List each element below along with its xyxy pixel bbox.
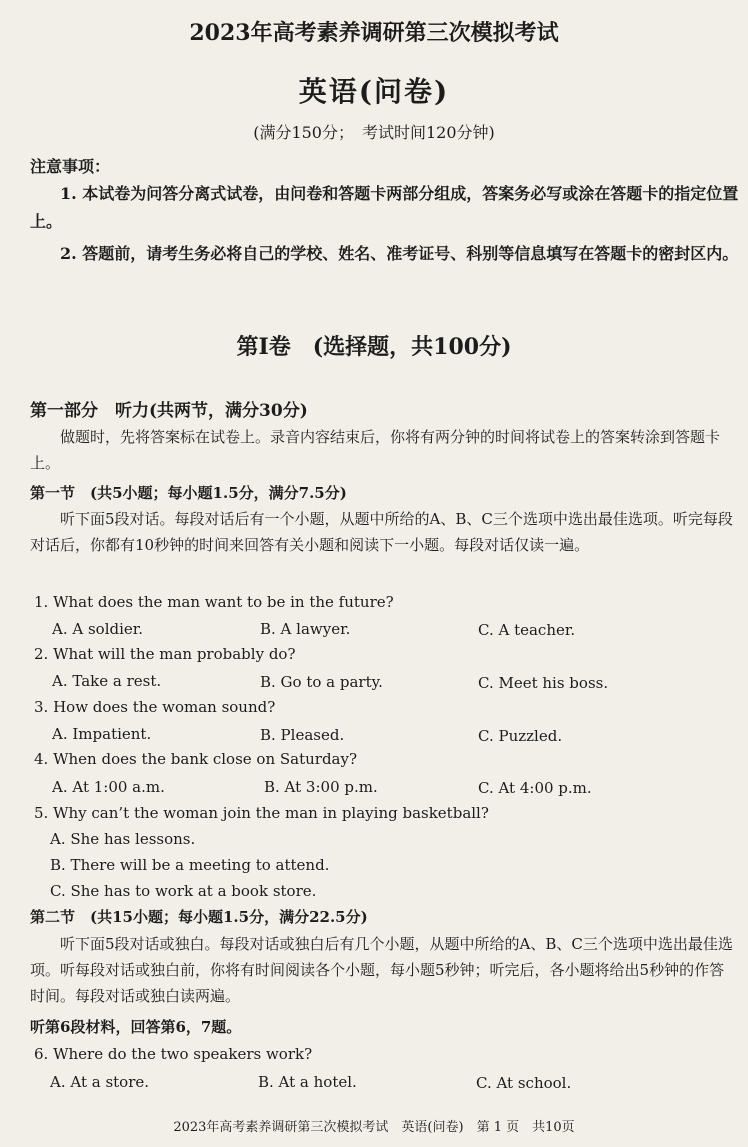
question-1-option-c: C. A teacher. [478, 621, 576, 639]
note-item-1: 1. 本试卷为问答分离式试卷，由问卷和答题卡两部分组成，答案务必写或涂在答题卡的指定位置上。 [30, 184, 739, 231]
section1-heading: 第一节 (共5小题；每小题1.5分，满分7.5分) [30, 484, 347, 502]
question-3-stem: 3. How does the woman sound? [34, 698, 276, 716]
question-4-option-b: B. At 3:00 p.m. [264, 778, 378, 796]
question-5-stem: 5. Why can’t the woman join the man in playing basketball? [34, 804, 489, 822]
notes-heading: 注意事项： [30, 157, 111, 176]
question-3-option-a: A. Impatient. [52, 725, 152, 743]
question-4-stem: 4. When does the bank close on Saturday? [34, 750, 358, 768]
question-6-stem: 6. Where do the two speakers work? [34, 1045, 313, 1063]
question-2-option-a: A. Take a rest. [52, 672, 162, 690]
question-2-stem: 2. What will the man probably do? [34, 645, 296, 663]
section1-instruction: 听下面5段对话。每段对话后有一个小题，从题中所给的A、B、C三个选项中选出最佳选项。听完每段对话后，你都有10秒钟的时间来回答有关小题和阅读下一小题。每段对话仅读一遍。 [30, 510, 733, 554]
question-4-option-a: A. At 1:00 a.m. [52, 778, 165, 796]
part1-instruction: 做题时，先将答案标在试卷上。录音内容结束后，你将有两分钟的时间将试卷上的答案转涂到答题卡上。 [30, 428, 721, 472]
question-6-option-b: B. At a hotel. [258, 1073, 357, 1091]
question-2-option-c: C. Meet his boss. [478, 674, 609, 692]
note-item-2: 2. 答题前，请考生务必将自己的学校、姓名、准考证号、科别等信息填写在答题卡的密封区内。 [60, 244, 739, 263]
score-time-info: (满分150分； 考试时间120分钟) [253, 123, 495, 142]
exam-title: 2023年高考素养调研第三次模拟考试 [189, 20, 559, 46]
volume-heading: 第Ⅰ卷 (选择题，共100分) [236, 334, 512, 360]
question-3-option-c: C. Puzzled. [478, 727, 563, 745]
question-4-option-c: C. At 4:00 p.m. [478, 779, 592, 797]
question-6-option-c: C. At school. [476, 1074, 572, 1092]
question-2-option-b: B. Go to a party. [260, 673, 383, 691]
material-6-instruction: 听第6段材料，回答第6，7题。 [30, 1018, 242, 1036]
question-1-option-b: B. A lawyer. [260, 620, 351, 638]
question-6-option-a: A. At a store. [50, 1073, 150, 1091]
question-5-option-c: C. She has to work at a book store. [50, 882, 317, 900]
question-1-stem: 1. What does the man want to be in the future? [34, 593, 394, 611]
question-5-option-a: A. She has lessons. [50, 830, 196, 848]
subject-title: 英语(问卷) [298, 75, 450, 108]
question-3-option-b: B. Pleased. [260, 726, 345, 744]
page-footer: 2023年高考素养调研第三次模拟考试 英语(问卷) 第 1 页 共10页 [173, 1120, 575, 1135]
question-1-option-a: A. A soldier. [52, 620, 144, 638]
part1-heading: 第一部分 听力(共两节，满分30分) [30, 401, 308, 421]
question-5-option-b: B. There will be a meeting to attend. [50, 856, 330, 874]
section2-instruction: 听下面5段对话或独白。每段对话或独白后有几个小题，从题中所给的A、B、C三个选项中选出最佳选项。听每段对话或独白前，你将有时间阅读各个小题，每小题5秒钟；听完后，各小题将给出5秒钟的作答时间。每段对话或独白读两遍。 [30, 935, 733, 1005]
section2-heading: 第二节 (共15小题；每小题1.5分，满分22.5分) [30, 908, 368, 926]
